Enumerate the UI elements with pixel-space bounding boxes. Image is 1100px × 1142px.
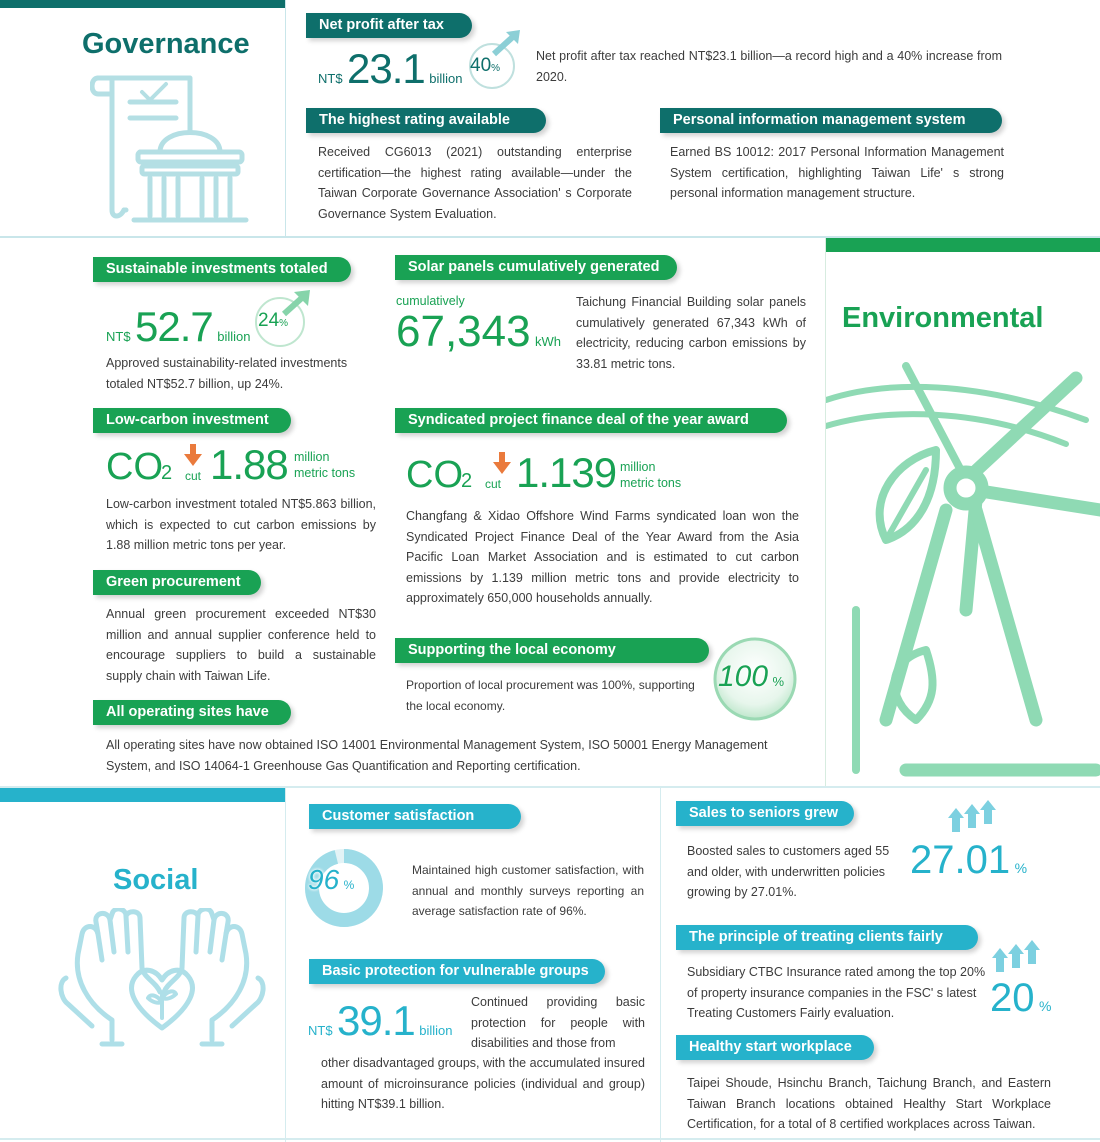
pims-text: Earned BS 10012: 2017 Personal Information Management System certification, highlighting Taiwan Life' s strong personal information management structure. bbox=[670, 145, 1004, 200]
governance-divider bbox=[285, 0, 286, 236]
vulnerable-header: Basic protection for vulnerable groups bbox=[309, 959, 605, 984]
syndicated-cut: cut bbox=[485, 477, 502, 491]
net-profit-badge bbox=[470, 55, 500, 77]
seniors-header: Sales to seniors grew bbox=[676, 801, 854, 826]
local-economy-unit: % bbox=[772, 674, 785, 689]
social-divider-mid bbox=[660, 788, 661, 1142]
governance-title: Governance bbox=[82, 28, 250, 60]
low-carbon-header: Low-carbon investment bbox=[93, 408, 291, 433]
fair-text: Subsidiary CTBC Insurance rated among the top 20% of property insurance companies in the FSC' s latest Treating Customers Fairly evaluation. bbox=[687, 965, 986, 1020]
vulnerable-unit: billion bbox=[419, 1023, 453, 1038]
social-bottom-line bbox=[0, 1138, 1100, 1140]
healthy-header: Healthy start workplace bbox=[676, 1035, 874, 1060]
social-top-bar bbox=[0, 788, 285, 802]
net-profit-header: Net profit after tax bbox=[306, 13, 472, 38]
seniors-value: 27.01 bbox=[910, 838, 1011, 882]
syndicated-text: Changfang & Xidao Offshore Wind Farms syndicated loan won the Syndicated Project Finance Deal of the Year Award from the Asia Pacific Loan Market Association and is estimated to cut carbon emissions by 1.139 million metric tons and provide electricity to approximately 650,000 households annually. bbox=[406, 509, 799, 605]
solar-value: 67,343 bbox=[396, 307, 531, 356]
seniors-figure bbox=[910, 840, 1027, 880]
pims-header: Personal information management system bbox=[660, 108, 1002, 133]
sustainable-value: 52.7 bbox=[135, 303, 213, 350]
net-profit-figure bbox=[318, 45, 463, 92]
social-divider-left bbox=[285, 788, 286, 1142]
vulnerable-text-rest: other disadvantaged groups, with the accumulated insured amount of microinsurance policies (individual and group) hitting NT$39.1 billion. bbox=[321, 1056, 645, 1111]
syndicated-figure bbox=[406, 449, 706, 500]
low-carbon-co2: CO bbox=[106, 446, 163, 488]
fair-figure bbox=[990, 978, 1051, 1018]
low-carbon-figure bbox=[106, 441, 386, 492]
solar-label: cumulatively bbox=[396, 294, 465, 308]
sustainable-figure bbox=[106, 303, 251, 350]
solar-header: Solar panels cumulatively generated bbox=[395, 255, 677, 280]
fair-unit: % bbox=[1038, 998, 1052, 1014]
up-arrows-icon bbox=[992, 940, 1044, 972]
hands-heart-icon bbox=[52, 908, 272, 1048]
satisfaction-header: Customer satisfaction bbox=[309, 804, 521, 829]
sustainable-prefix: NT$ bbox=[106, 329, 131, 344]
environmental-top-bar bbox=[826, 238, 1100, 252]
sustainable-badge-unit: % bbox=[279, 318, 289, 329]
sustainable-text: Approved sustainability-related investments totaled NT$52.7 billion, up 24%. bbox=[106, 356, 348, 391]
solar-figure bbox=[396, 307, 562, 356]
satisfaction-text: Maintained high customer satisfaction, with annual and monthly surveys reporting an average satisfaction rate of 96%. bbox=[412, 863, 644, 918]
seniors-text: Boosted sales to customers aged 55 and older, with underwritten policies growing by 27.01%. bbox=[687, 844, 890, 899]
vulnerable-value: 39.1 bbox=[337, 997, 415, 1044]
sites-text: All operating sites have now obtained ISO 14001 Environmental Management System, ISO 50001 Energy Management System, and ISO 14064-1 Greenhouse Gas Quantification and Reporting certification. bbox=[106, 738, 768, 773]
vulnerable-figure bbox=[308, 997, 453, 1044]
low-carbon-unit2: metric tons bbox=[294, 466, 356, 480]
low-carbon-cut: cut bbox=[185, 469, 202, 483]
sustainable-unit: billion bbox=[217, 329, 251, 344]
vulnerable-prefix: NT$ bbox=[308, 1023, 333, 1038]
document-building-icon bbox=[90, 70, 250, 226]
syndicated-unit1: million bbox=[620, 460, 656, 474]
satisfaction-unit: % bbox=[343, 878, 355, 892]
satisfaction-figure bbox=[308, 864, 354, 896]
net-profit-prefix: NT$ bbox=[318, 71, 343, 86]
low-carbon-value: 1.88 bbox=[210, 441, 288, 488]
local-economy-value: 100 bbox=[718, 660, 769, 693]
net-profit-badge-value: 40 bbox=[470, 55, 492, 76]
down-arrow-icon bbox=[184, 444, 202, 466]
solar-unit: kWh bbox=[535, 334, 562, 349]
governance-top-bar bbox=[0, 0, 285, 8]
syndicated-co2: CO bbox=[406, 454, 463, 496]
sustainable-badge bbox=[258, 310, 288, 332]
down-arrow-icon bbox=[493, 452, 511, 474]
net-profit-badge-unit: % bbox=[491, 63, 501, 74]
up-arrows-icon bbox=[948, 800, 1000, 832]
social-title: Social bbox=[113, 864, 199, 896]
vulnerable-text-side: Continued providing basic protection for people with disabilities and those from bbox=[471, 995, 645, 1050]
sustainable-header: Sustainable investments totaled bbox=[93, 257, 351, 282]
local-economy-header: Supporting the local economy bbox=[395, 638, 709, 663]
fair-header: The principle of treating clients fairly bbox=[676, 925, 978, 950]
sustainable-badge-value: 24 bbox=[258, 310, 280, 331]
environmental-title: Environmental bbox=[842, 302, 1044, 334]
sites-header: All operating sites have bbox=[93, 700, 291, 725]
syndicated-unit2: metric tons bbox=[620, 476, 682, 490]
local-economy-text: Proportion of local procurement was 100%, supporting the local economy. bbox=[406, 678, 695, 713]
net-profit-text: Net profit after tax reached NT$23.1 billion—a record high and a 40% increase from 2020. bbox=[536, 49, 1002, 84]
green-procurement-text: Annual green procurement exceeded NT$30 million and annual supplier conference held to encourage suppliers to build a sustainable supply chain with Taiwan Life. bbox=[106, 607, 376, 683]
satisfaction-value: 96 bbox=[308, 864, 340, 895]
local-economy-figure bbox=[718, 660, 784, 694]
low-carbon-sub: 2 bbox=[161, 462, 173, 484]
syndicated-header: Syndicated project finance deal of the year award bbox=[395, 408, 787, 433]
green-procurement-header: Green procurement bbox=[93, 570, 261, 595]
healthy-text: Taipei Shoude, Hsinchu Branch, Taichung Branch, and Eastern Taiwan Branch locations obtained Healthy Start Workplace Certification, for a total of 8 certified workplaces across Taiwan. bbox=[687, 1076, 1051, 1131]
net-profit-value: 23.1 bbox=[347, 45, 425, 92]
low-carbon-text: Low-carbon investment totaled NT$5.863 billion, which is expected to cut carbon emissions by 1.88 million metric tons per year. bbox=[106, 497, 376, 552]
syndicated-sub: 2 bbox=[461, 470, 473, 492]
net-profit-unit: billion bbox=[429, 71, 463, 86]
solar-text: Taichung Financial Building solar panels cumulatively generated 67,343 kWh of electricity, reducing carbon emissions by 33.81 metric tons. bbox=[576, 295, 806, 371]
fair-value: 20 bbox=[990, 976, 1035, 1020]
syndicated-value: 1.139 bbox=[516, 449, 617, 496]
wind-turbine-icon bbox=[826, 360, 1100, 786]
low-carbon-unit1: million bbox=[294, 450, 330, 464]
rating-text: Received CG6013 (2021) outstanding enterprise certification—the highest rating available—under the Taiwan Corporate Governance Association' s Corporate Governance System Evaluation. bbox=[318, 145, 632, 221]
seniors-unit: % bbox=[1014, 860, 1028, 876]
rating-header: The highest rating available bbox=[306, 108, 546, 133]
